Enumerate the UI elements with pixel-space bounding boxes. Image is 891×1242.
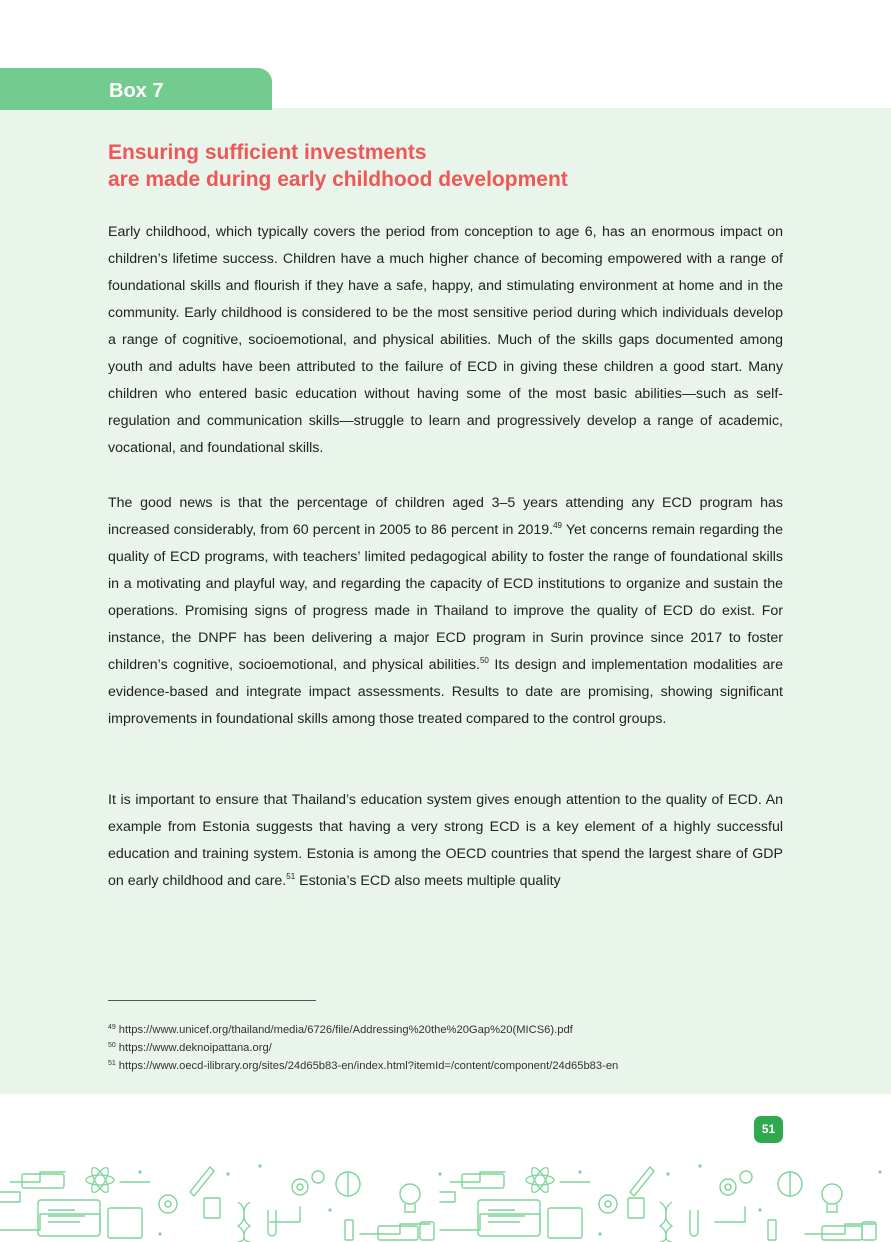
brain-icon <box>336 1172 802 1196</box>
box-title <box>108 139 808 193</box>
footnote-ref-51[interactable]: 51 <box>286 872 296 881</box>
decorative-footer-border <box>0 1152 891 1242</box>
paragraph-2-part-a: The good news is that the percentage of children aged 3–5 years attending any ECD program has increased considerably, from 60 percent in 2005 to 86 percent in 2019. <box>108 495 783 538</box>
footnote-49 <box>108 1021 808 1039</box>
paragraph-2 <box>108 490 783 733</box>
dna-icon <box>238 1202 672 1242</box>
footnote-link[interactable]: https://www.oecd-ilibrary.org/sites/24d65b83-en/index.html?itemId=/content/component/24d65b83-en <box>118 1060 619 1072</box>
footnotes <box>108 1021 808 1075</box>
paragraph-1: Early childhood, which typically covers the period from conception to age 6, has an enormous impact on children’s lifetime success. Children have a much higher chance of becoming empowered with a range of foundational skills and flourish if they have a safe, happy, and stimulating environment at home and in the community. Early childhood is considered to be the most sensitive period during which individuals develop a range of cognitive, socioemotional, and physical abilities. Much of the skills gaps documented among youth and adults have been attributed to the failure of ECD in giving these children a good start. Many children who entered basic education without having some of the most basic abilities—such as self-regulation and communication skills—struggle to learn and progressively develop a range of academic, vocational, and foundational skills. <box>108 224 783 456</box>
footnote-ref-50[interactable]: 50 <box>479 656 489 665</box>
footnote-divider <box>108 1000 316 1001</box>
paragraph-2-part-c: Its design and implementation modalities are evidence-based and integrate impact assessments. Results to date are promising, showing significant improvements in foundational skills among those treated compared to the control groups. <box>108 657 783 727</box>
paragraph-2-part-b: Yet concerns remain regarding the quality of ECD programs, with teachers’ limited pedagogical ability to foster the range of foundational skills in a motivating and playful way, and regarding the capacity of ECD institutions to organize and sustain the operations. Promising signs of progress made in Thailand to improve the quality of ECD do exist. For instance, the DNPF has been delivering a major ECD program in Surin province since 2017 to foster children’s cognitive, socioemotional, and physical abilities. <box>108 522 784 673</box>
footnote-number: 49 <box>108 1024 116 1031</box>
page-number-badge: 51 <box>754 1116 783 1143</box>
box-label: Box 7 <box>0 68 272 110</box>
paragraph-3-part-b: Estonia’s ECD also meets multiple quality <box>295 873 561 889</box>
paragraph-3-part-a: It is important to ensure that Thailand’s education system gives enough attention to the quality of ECD. An example from Estonia suggests that having a very strong ECD is a key element of a highly successful education and training system. Estonia is among the OECD countries that spend the largest share of GDP on early childhood and care. <box>108 792 783 889</box>
footnote-51 <box>108 1057 808 1075</box>
footnote-link[interactable]: https://www.deknoipattana.org/ <box>118 1042 272 1054</box>
footnote-ref-49[interactable]: 49 <box>553 521 562 530</box>
title-line-2: are made during early childhood development <box>108 168 568 191</box>
footnote-50 <box>108 1039 808 1057</box>
footnote-link[interactable]: https://www.unicef.org/thailand/media/6726/file/Addressing%20the%20Gap%20(MICS6).pdf <box>118 1024 573 1036</box>
footnote-number: 50 <box>108 1042 116 1049</box>
usb-icon <box>420 1222 876 1240</box>
footnote-number: 51 <box>108 1060 116 1067</box>
paragraph-3 <box>108 787 783 895</box>
title-line-1: Ensuring sufficient investments <box>108 141 427 164</box>
atom-icon <box>86 1165 554 1194</box>
